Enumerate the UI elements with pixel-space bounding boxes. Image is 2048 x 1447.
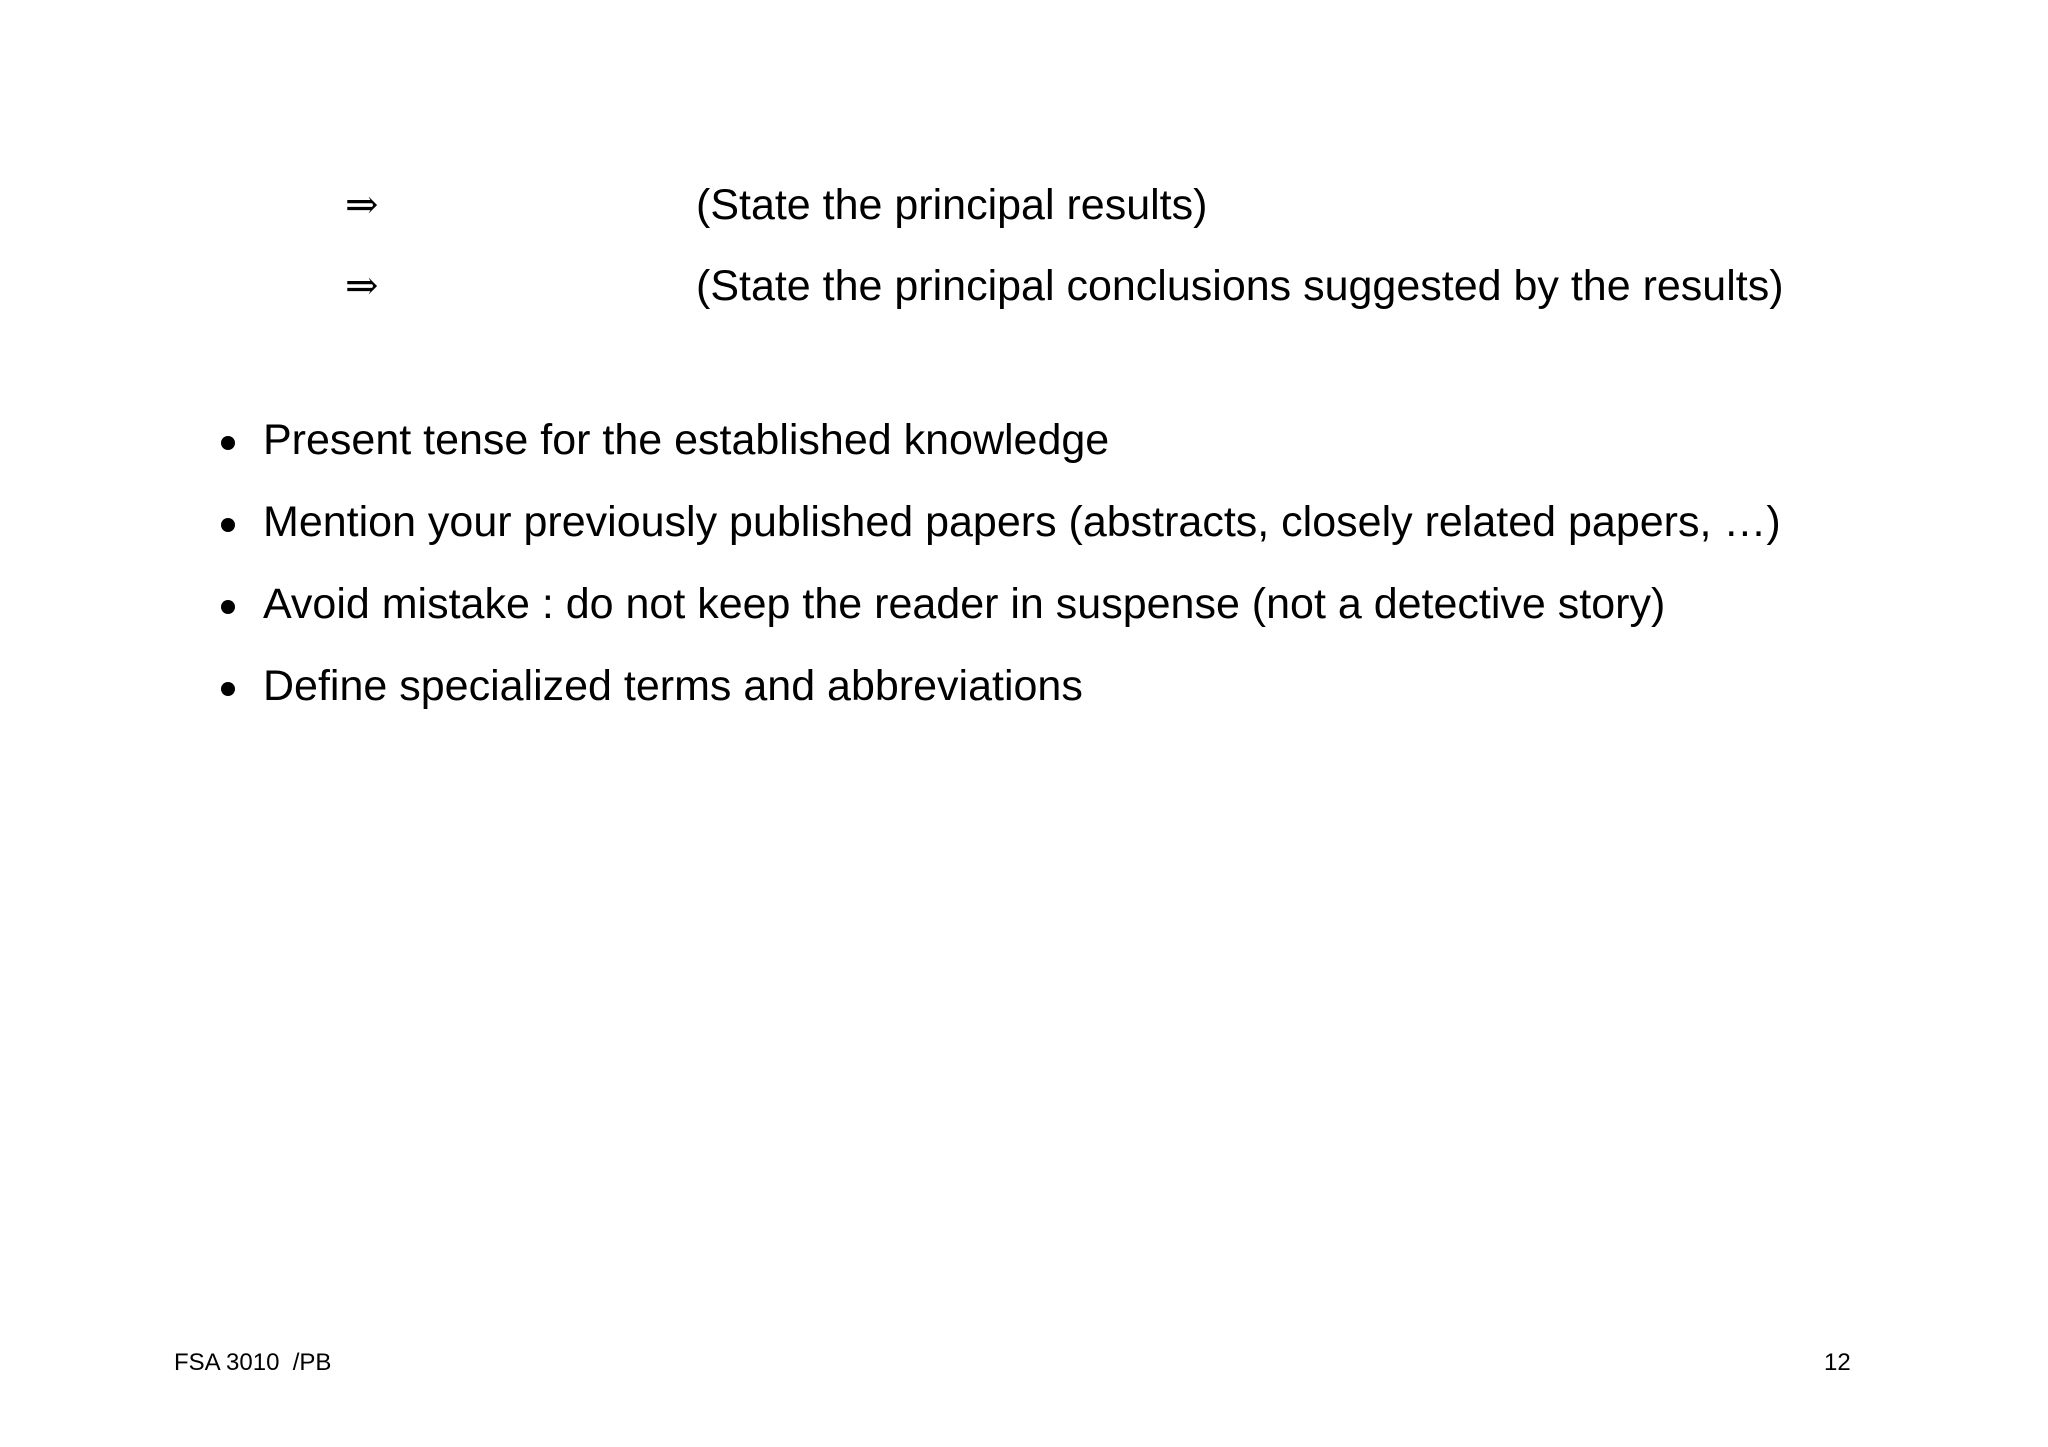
bullet-item [0,492,2048,574]
bullet-list [0,410,2048,738]
bullet-item [0,574,2048,656]
bullet-dot-icon [221,600,235,614]
bullet-text: Avoid mistake : do not keep the reader in suspense (not a detective story) [263,580,1666,628]
arrow-item-results [0,175,2048,235]
implies-arrow-icon: ⇒ [345,263,379,309]
bullet-item [0,410,2048,492]
bullet-text: Define specialized terms and abbreviations [263,662,1083,710]
bullet-dot-icon [221,518,235,532]
bullet-dot-icon [221,436,235,450]
arrow-item-text: (State the principal conclusions suggested by the results) [696,262,1784,310]
footer-course-code: FSA 3010 /PB [174,1349,332,1376]
bullet-text: Mention your previously published papers (abstracts, closely related papers, …) [263,498,1781,546]
arrow-item-conclusions [0,256,2048,316]
bullet-text: Present tense for the established knowledge [263,416,1110,464]
arrow-item-text: (State the principal results) [696,181,1208,229]
bullet-dot-icon [221,682,235,696]
implies-arrow-icon: ⇒ [345,182,379,228]
bullet-item [0,656,2048,738]
page-number: 12 [1824,1349,1851,1376]
